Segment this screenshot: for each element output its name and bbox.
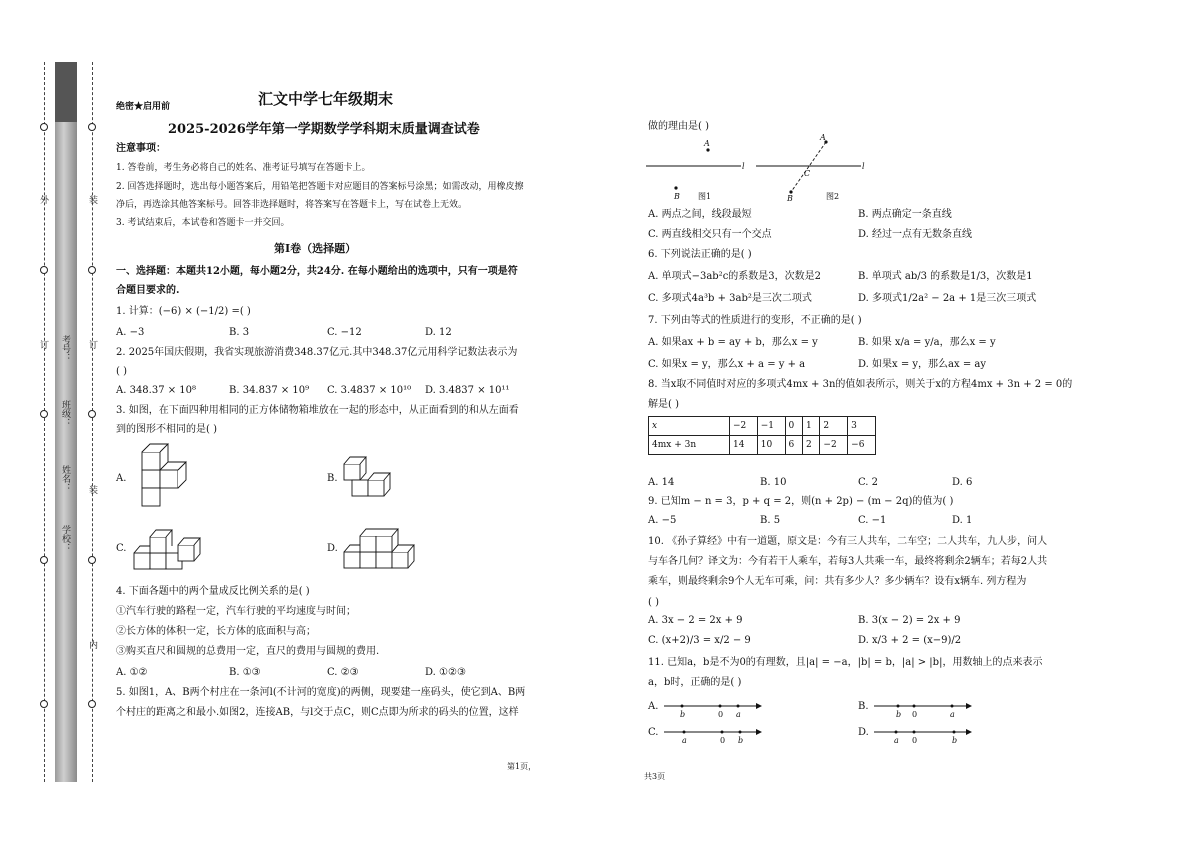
- table-cell: 4mx + 3n: [649, 436, 730, 455]
- q5-opt-c: C. 两直线相交只有一个交点: [648, 229, 772, 240]
- binding-hole: [88, 556, 96, 564]
- notice-item: 净后，再选涂其他答案标号。回答非选择题时，将答案写在答题卡上，写在试卷上无效。: [116, 200, 468, 210]
- q11-stem: a，b时，正确的是( ): [648, 677, 742, 688]
- q2-opt-c: C. 3.4837 × 10¹⁰: [327, 385, 412, 396]
- q9-opt-b: B. 5: [760, 515, 781, 526]
- q4-item: ②长方体的体积一定，长方体的底面积与高；: [116, 626, 316, 637]
- table-cell: 2: [802, 436, 819, 455]
- svg-text:b: b: [738, 736, 744, 745]
- q1-opt-c: C. −12: [327, 327, 362, 338]
- q3-stem: 到的图形不相同的是( ): [116, 424, 217, 435]
- mark-inner-2: 订: [87, 340, 97, 349]
- part1-intro: 合题目要求的.: [116, 285, 180, 296]
- label-id: 考号：: [60, 335, 70, 362]
- q1-stem: 1. 计算：(−6) × (−1/2) =( ): [116, 306, 251, 317]
- q11-number-line-c: [662, 724, 762, 746]
- table-cell: 6: [785, 436, 802, 455]
- q10-opt-d: D. x/3 + 2 = (x−9)/2: [858, 635, 962, 646]
- q2-paren: ( ): [116, 366, 127, 377]
- q3-label-a: A.: [116, 473, 127, 484]
- q5-fig2-label: 图2: [826, 192, 840, 201]
- q8-stem: 8. 当x取不同值时对应的多项式4mx + 3n的值如表所示，则关于x的方程4mx + 3n + 2 = 0的: [648, 379, 1073, 390]
- q9-opt-d: D. 1: [952, 515, 973, 526]
- svg-text:A: A: [704, 139, 710, 148]
- q5-opt-d: D. 经过一点有无数条直线: [858, 229, 973, 240]
- q1-opt-b: B. 3: [229, 327, 250, 338]
- q6-opt-c: C. 多项式4a³b + 3ab²是三次二项式: [648, 293, 812, 304]
- q2-stem: 2. 2025年国庆假期，我省实现旅游消费348.37亿元.其中348.37亿元用科学记数法表示为: [116, 347, 518, 358]
- q2-opt-d: D. 3.4837 × 10¹¹: [425, 385, 510, 396]
- table-cell: −6: [848, 436, 876, 455]
- cut-line-inner: [92, 62, 94, 782]
- q3-label-c: C.: [116, 543, 127, 554]
- q3-label-d: D.: [327, 543, 338, 554]
- q4-opt-d: D. ①②③: [425, 667, 466, 678]
- svg-text:0: 0: [912, 710, 918, 719]
- mark-outer-2: 订: [38, 340, 48, 349]
- notice-item: 3. 考试结束后，本试卷和答题卡一并交回。: [116, 218, 290, 228]
- q10-paren: ( ): [648, 597, 659, 608]
- binding-hole: [40, 556, 48, 564]
- q7-opt-c: C. 如果x = y，那么x + a = y + a: [648, 359, 806, 370]
- svg-text:a: a: [736, 710, 741, 719]
- table-cell: 1: [802, 417, 819, 436]
- table-cell: −1: [757, 417, 785, 436]
- q7-opt-d: D. 如果x = y，那么ax = ay: [858, 359, 986, 370]
- q4-stem: 4. 下面各题中的两个量成反比例关系的是( ): [116, 586, 310, 597]
- table-row: [649, 436, 876, 455]
- q8-opt-a: A. 14: [648, 477, 675, 488]
- notice-item: 1. 答卷前，考生务必将自己的姓名、准考证号填写在答题卡上。: [116, 163, 371, 173]
- q5-fig1-label: 图1: [698, 192, 712, 201]
- q10-opt-a: A. 3x − 2 = 2x + 9: [648, 615, 743, 626]
- q3-cube-figure-d: [340, 518, 420, 578]
- q8-opt-c: C. 2: [858, 477, 879, 488]
- table-cell: 10: [757, 436, 785, 455]
- q3-cube-figure-c: [128, 515, 203, 577]
- q4-item: ③购买直尺和圆规的总费用一定，直尺的费用与圆规的费用.: [116, 646, 380, 657]
- svg-text:l: l: [742, 162, 745, 171]
- q6-opt-b: B. 单项式 ab/3 的系数是1/3，次数是1: [858, 271, 1033, 282]
- page-total: 共3页: [644, 772, 666, 781]
- table-cell: −2: [730, 417, 758, 436]
- q7-stem: 7. 下列由等式的性质进行的变形，不正确的是( ): [648, 315, 862, 326]
- q2-opt-b: B. 34.837 × 10⁹: [229, 385, 310, 396]
- svg-text:b: b: [952, 736, 958, 745]
- q4-opt-c: C. ②③: [327, 667, 359, 678]
- q11-stem: 11. 已知a，b是不为0的有理数，且|a| = −a，|b| = b，|a| > |b|，用数轴上的点来表示: [648, 657, 1043, 668]
- mark-inner-4: 内: [87, 640, 97, 649]
- svg-text:b: b: [896, 710, 902, 719]
- q3-label-b: B.: [327, 473, 338, 484]
- svg-text:0: 0: [718, 710, 724, 719]
- binding-hole: [88, 123, 96, 131]
- q11-label-d: D.: [858, 727, 869, 738]
- notice-item: 2. 回答选择题时，选出每小题答案后，用铅笔把答题卡对应题目的答案标号涂黑；如需改动，用橡皮擦: [116, 182, 524, 192]
- q5-stem: 5. 如图1，A、B两个村庄在一条河l(不计河的宽度)的两侧，现要建一座码头，使它到A、B两: [116, 687, 526, 698]
- q11-number-line-d: [872, 724, 972, 746]
- table-cell: 3: [848, 417, 876, 436]
- q8-opt-d: D. 6: [952, 477, 973, 488]
- label-name: 姓名：: [60, 465, 70, 492]
- q8-opt-b: B. 10: [760, 477, 787, 488]
- q6-stem: 6. 下列说法正确的是( ): [648, 249, 752, 260]
- svg-text:0: 0: [720, 736, 726, 745]
- q11-number-line-b: [872, 698, 972, 720]
- q3-cube-figure-a: [128, 440, 198, 510]
- table-cell: −2: [820, 436, 848, 455]
- binding-hole: [88, 700, 96, 708]
- q3-cube-figure-b: [336, 450, 396, 510]
- q9-opt-c: C. −1: [858, 515, 887, 526]
- school-title: 汇文中学七年级期末: [258, 90, 394, 108]
- q5-figures: [646, 132, 876, 204]
- secret-mark: 绝密★启用前: [116, 102, 171, 112]
- q5-opt-b: B. 两点确定一条直线: [858, 209, 952, 220]
- q4-opt-b: B. ①③: [229, 667, 261, 678]
- table-cell: 2: [820, 417, 848, 436]
- part1-intro: 一、选择题：本题共12小题，每小题2分，共24分. 在每小题给出的选项中，只有一项是符: [116, 266, 518, 277]
- q5-stem: 个村庄的距离之和最小.如图2，连接AB，与l交于点C，则C点即为所求的码头的位置，这样: [116, 707, 519, 718]
- table-row: [649, 417, 876, 436]
- q8-value-table: [648, 416, 876, 455]
- svg-text:C: C: [804, 169, 811, 178]
- q11-number-line-a: [662, 698, 762, 720]
- table-cell: x: [649, 417, 730, 436]
- q10-stem: 与车各几何？译文为：今有若干人乘车，若每3人共乘一车，最终将剩余2辆车；若每2人共: [648, 556, 1048, 567]
- q5-opt-a: A. 两点之间，线段最短: [648, 209, 752, 220]
- q7-opt-a: A. 如果ax + b = ay + b，那么x = y: [648, 337, 818, 348]
- page-number: 第1页，: [507, 762, 537, 771]
- q7-opt-b: B. 如果 x/a = y/a，那么x = y: [858, 337, 996, 348]
- q4-item: ①汽车行驶的路程一定，汽车行驶的平均速度与时间；: [116, 606, 356, 617]
- q3-stem: 3. 如图，在下面四种用相同的正方体储物箱堆放在一起的形态中，从正面看到的和从左面看: [116, 405, 519, 416]
- binding-hole: [88, 410, 96, 418]
- q10-opt-c: C. (x+2)/3 = x/2 − 9: [648, 635, 751, 646]
- table-cell: 14: [730, 436, 758, 455]
- svg-text:a: a: [894, 736, 899, 745]
- binding-hole: [40, 123, 48, 131]
- q9-stem: 9. 已知m − n = 3，p + q = 2，则(n + 2p) − (m − 2q)的值为( ): [648, 496, 954, 507]
- notice-heading: 注意事项：: [116, 143, 166, 154]
- q11-label-c: C.: [648, 727, 659, 738]
- label-class: 班级：: [60, 400, 70, 427]
- q9-opt-a: A. −5: [648, 515, 677, 526]
- svg-text:b: b: [680, 710, 686, 719]
- q10-stem: 乘车，则最终剩余9个人无车可乘，问：共有多少人？多少辆车？设有x辆车. 列方程为: [648, 576, 1027, 587]
- binding-hole: [40, 266, 48, 274]
- q1-opt-a: A. −3: [116, 327, 145, 338]
- svg-text:a: a: [950, 710, 955, 719]
- cut-line-outer: [44, 62, 46, 782]
- mark-inner-1: 装: [87, 195, 97, 204]
- binding-hole: [40, 410, 48, 418]
- binding-hole: [40, 700, 48, 708]
- q1-opt-d: D. 12: [425, 327, 452, 338]
- binding-hole: [88, 266, 96, 274]
- label-school: 学校：: [60, 525, 70, 552]
- part1-title: 第Ⅰ卷（选择题）: [274, 242, 357, 255]
- svg-text:B: B: [787, 194, 793, 203]
- svg-text:B: B: [674, 192, 680, 201]
- svg-text:a: a: [682, 736, 687, 745]
- q6-opt-d: D. 多项式1/2a² − 2a + 1是三次三项式: [858, 293, 1037, 304]
- binding-strip-top: [55, 62, 77, 122]
- svg-text:l: l: [862, 162, 865, 171]
- table-cell: 0: [785, 417, 802, 436]
- mark-outer-1: 外: [38, 195, 48, 204]
- mark-inner-3: 装: [87, 485, 97, 494]
- q11-label-b: B.: [858, 701, 869, 712]
- q8-stem: 解是( ): [648, 399, 679, 410]
- svg-text:A: A: [820, 133, 826, 142]
- q2-opt-a: A. 348.37 × 10⁸: [116, 385, 197, 396]
- q6-opt-a: A. 单项式−3ab²c的系数是3，次数是2: [648, 271, 822, 282]
- exam-title: 2025-2026学年第一学期数学学科期末质量调查试卷: [168, 122, 480, 137]
- q10-stem: 10. 《孙子算经》中有一道题，原文是：今有三人共车，二车空；二人共车，九人步，问人: [648, 536, 1048, 547]
- q4-opt-a: A. ①②: [116, 667, 148, 678]
- q10-opt-b: B. 3(x − 2) = 2x + 9: [858, 615, 961, 626]
- q11-label-a: A.: [648, 701, 659, 712]
- q5-stem: 做的理由是( ): [648, 121, 709, 132]
- svg-text:0: 0: [912, 736, 918, 745]
